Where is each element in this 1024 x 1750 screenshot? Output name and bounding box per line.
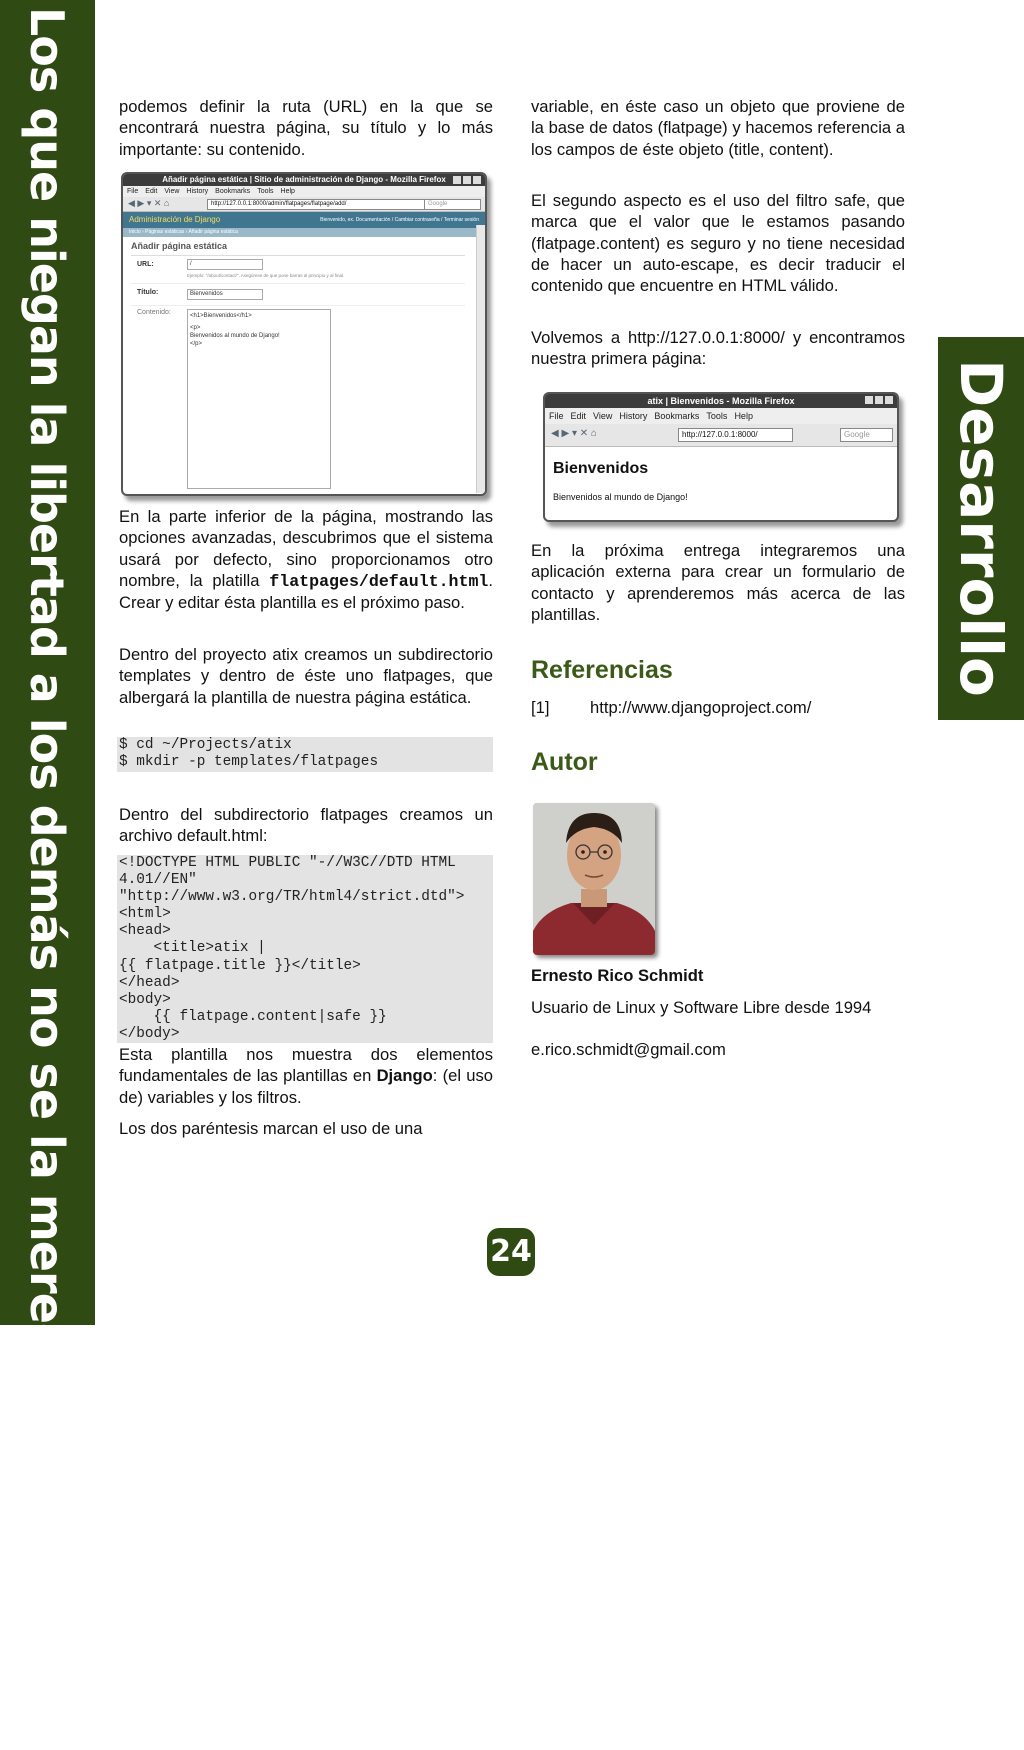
url-label: URL: [137,261,154,268]
col2-paragraph-2: El segundo aspecto es el uso del filtro safe, que marca que el valor que le estamos pasando (flatpage.content) es seguro y no tiene necesidad de hacer un auto-escape, es decir traducir el contenido que encuentre en HTML válido. [531,191,905,296]
breadcrumb: Inicio › Páginas estáticas › Añadir página estática [123,228,485,237]
window-titlebar: atix | Bienvenidos - Mozilla Firefox [545,394,897,408]
url-bar: http://127.0.0.1:8000/admin/flatpages/flatpage/add/ [207,199,464,210]
title-label: Título: [137,289,159,296]
browser-screenshot [543,392,899,522]
page-number: 24 [487,1228,535,1276]
author-heading: Autor [531,748,598,776]
reference-item [531,697,905,718]
reference-number: [1] [531,698,550,717]
side-title: Los que niegan la libertad a los demás no se la merecen ellos mismos [20,7,74,1750]
menu-bar: File Edit View History Bookmarks Tools Help [123,186,485,197]
menu-bar: File Edit View History Bookmarks Tools Help [545,408,897,424]
col1-paragraph-4: Dentro del subdirectorio flatpages creamos un archivo default.html: [119,805,493,846]
author-bio: Usuario de Linux y Software Libre desde 1994 [531,998,872,1017]
search-box: Google [840,428,893,442]
window-titlebar: Añadir página estática | Sitio de administración de Django - Mozilla Firefox [123,174,485,186]
url-help: Ejemplo: "/about/contact/". Asegúrese de que pone barras al principio y al final. [187,273,345,278]
url-field: / [187,259,263,270]
author-email[interactable]: e.rico.schmidt@gmail.com [531,1040,726,1059]
search-box: Google [424,199,481,210]
code-block-shell: $ cd ~/Projects/atix $ mkdir -p templates/flatpages [117,737,493,772]
col2-paragraph-1: variable, en éste caso un objeto que proviene de la base de datos (flatpage) y hacemos referencia a los campos de éste objeto (title, content). [531,97,905,159]
nav-toolbar [545,424,897,447]
side-title-band [0,0,95,1750]
page-heading: Bienvenidos [553,460,649,477]
content-label: Contenido: [137,309,171,316]
admin-header: Administración de Django Bienvenido, ex. Documentación / Cambiar contraseña / Terminar sesión [123,212,485,228]
reference-url: http://www.djangoproject.com/ [590,698,812,717]
back-icon: ◀ ▶ ▾ ✕ ⌂ [128,198,170,208]
admin-heading: Añadir página estática [131,241,228,251]
references-heading: Referencias [531,656,673,684]
admin-screenshot [121,172,487,496]
col1-paragraph-1: podemos definir la ruta (URL) en la que se encontrará nuestra página, su título y lo más importante: su contenido. [119,97,493,159]
col2-paragraph-4: En la próxima entrega integraremos una aplicación externa para crear un formulario de contacto y aprenderemos más acerca de las plantillas. [531,541,905,624]
title-field: Bienvenidos [187,289,263,300]
content-textarea: <h1>Bienvenidos</h1> <p> Bienvenidos al mundo de Django! </p> [187,309,331,489]
code-block-template: <!DOCTYPE HTML PUBLIC "-//W3C//DTD HTML 4.01//EN" "http://www.w3.org/TR/html4/strict.dtd"> <html> <head> <title>atix | {{ flatpage.title }}</title> </head> <body> {{ flatpage.content|safe }} </body> [117,855,493,1043]
col1-paragraph-2: En la parte inferior de la página, mostrando las opciones avanzadas, descubrimos que el sistema usará por defecto, sino proporcionamos otro nombre, la platilla flatpages/default.html. Crear y editar ésta plantilla es el próximo paso. [119,507,493,613]
url-bar: http://127.0.0.1:8000/ [678,428,793,442]
nav-toolbar [123,197,485,212]
page-body: Bienvenidos al mundo de Django! [553,492,688,502]
section-label: Desarrollo [947,359,1015,697]
back-icon: ◀ ▶ ▾ ✕ ⌂ [551,428,597,439]
author-name: Ernesto Rico Schmidt [531,966,704,985]
author-photo [533,803,655,955]
col1-paragraph-6: Los dos paréntesis marcan el uso de una [119,1119,423,1138]
col1-paragraph-5: Esta plantilla nos muestra dos elementos fundamentales de las plantillas en Django: (el uso de) variables y los filtros. [119,1045,494,1107]
col2-paragraph-3: Volvemos a http://127.0.0.1:8000/ y encontramos nuestra primera página: [531,328,905,369]
section-tab [938,337,1024,720]
scrollbar [476,225,485,493]
col1-paragraph-3: Dentro del proyecto atix creamos un subdirectorio templates y dentro de éste uno flatpages, que albergará la plantilla de nuestra página estática. [119,645,493,707]
